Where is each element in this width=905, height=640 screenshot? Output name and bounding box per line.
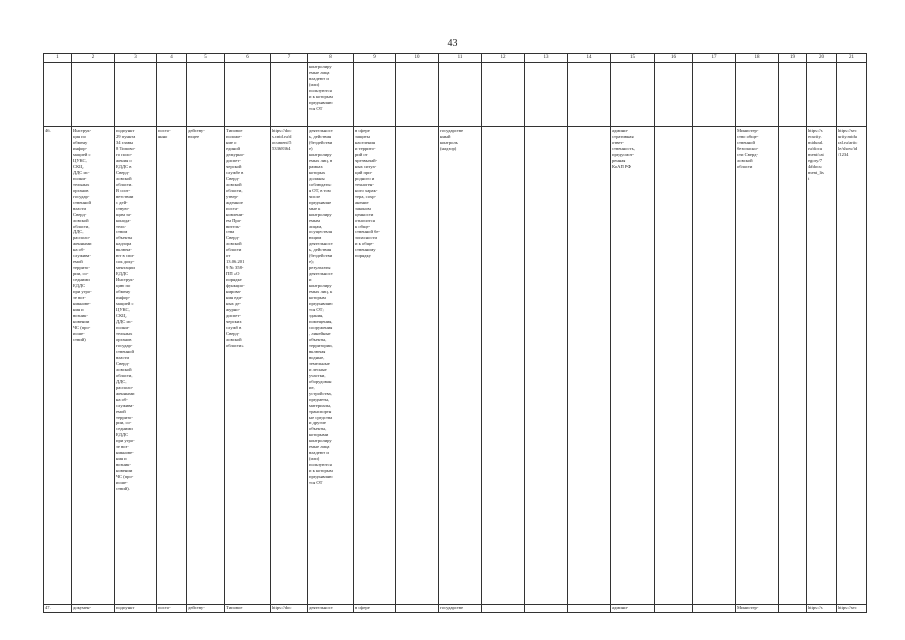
- table-cell: [655, 127, 693, 605]
- table-cell: [44, 63, 72, 127]
- table-cell: докумен-: [72, 605, 115, 613]
- table-cell: Типовое положе- ние о единой дежурно- диспет- черской службе в Сверд- ловской области, утвер- жденное поста- новлени- ем Пра- витель- ства Сверд- ловской области от 13.06.201 9 № 358- ПП «О порядке функцио- нирова- ния еди- ных де- журно- диспет- черских служб в Сверд- ловской области»: [225, 127, 271, 605]
- table-cell: [655, 63, 693, 127]
- table-cell: [396, 605, 439, 613]
- table-cell: [482, 63, 525, 127]
- table-cell: [482, 127, 525, 605]
- table-cell: [354, 63, 396, 127]
- table-cell: [482, 605, 525, 613]
- table-cell: [693, 127, 736, 605]
- column-number: 18: [736, 54, 779, 63]
- table-cell: админи- стративная ответ- ственность, предусмот- ренная КоАП РФ: [611, 127, 655, 605]
- table-cell: [693, 63, 736, 127]
- column-number: 13: [525, 54, 568, 63]
- column-number: 11: [439, 54, 482, 63]
- page-number: 43: [447, 38, 458, 49]
- table-cell: [225, 63, 271, 127]
- column-number: 12: [482, 54, 525, 63]
- table-cell: [396, 63, 439, 127]
- table-row: [44, 63, 867, 127]
- table-cell: [525, 605, 568, 613]
- table-cell: [611, 63, 655, 127]
- table-cell: админи-: [611, 605, 655, 613]
- table-cell: [779, 605, 807, 613]
- table-row: [44, 605, 867, 613]
- table-cell: подпункт: [115, 605, 157, 613]
- table-cell: https://sec urity.midu ral.ru/artic le/show/id /1234: [837, 127, 867, 605]
- table-cell: деятельност: [308, 605, 354, 613]
- column-number: 9: [354, 54, 396, 63]
- column-number: 6: [225, 54, 271, 63]
- column-number: 15: [611, 54, 655, 63]
- table-cell: [187, 63, 225, 127]
- column-number: 19: [779, 54, 807, 63]
- table-cell: в сфере: [354, 605, 396, 613]
- register-table: [43, 53, 867, 613]
- table-cell: [568, 127, 611, 605]
- table-cell: действу-: [187, 605, 225, 613]
- table-cell: [779, 127, 807, 605]
- table-cell: [439, 63, 482, 127]
- table-cell: [115, 63, 157, 127]
- table-cell: Министер- ство обще- ственной безопасно- сти Сверд- ловской области: [736, 127, 779, 605]
- table-cell: [837, 63, 867, 127]
- table-cell: [693, 605, 736, 613]
- table-cell: https://doc: [271, 605, 308, 613]
- column-number: 8: [308, 54, 354, 63]
- table-cell: [525, 127, 568, 605]
- column-number: 7: [271, 54, 308, 63]
- table-cell: 47.: [44, 605, 72, 613]
- table-cell: [568, 605, 611, 613]
- table-cell: https://sec: [837, 605, 867, 613]
- table-cell: [72, 63, 115, 127]
- column-number: 5: [187, 54, 225, 63]
- table-cell: Инструк- ция по обмену инфор- мацией с ЦУКС, СКЦ, ДДС ис- полни- тельных органов государ- ственной власти Сверд- ловской области, ДДС, располо- женными на об- служива- емой террито- рии, со- седними ЕДДС при угро- зе воз- никнове- ния и возник- новении ЧС (про- исше- ствий): [72, 127, 115, 605]
- table-cell: в сфере защиты населения и террито- рий от чрезвычай- ных ситуа- ций при- родного и техноген- ного харак- тера, сохр- анение законом ценности относится к обще- ственной бе- зопасности и к обще- ственному порядку: [354, 127, 396, 605]
- table-cell: посто-: [157, 605, 187, 613]
- table-cell: https://s: [807, 605, 837, 613]
- table-cell: [779, 63, 807, 127]
- table-cell: [157, 63, 187, 127]
- column-number: 4: [157, 54, 187, 63]
- table-cell: https://s ecurity. midural. ru/docu ment/cat egory/7 4#docu ment_lis t: [807, 127, 837, 605]
- column-number: 21: [837, 54, 867, 63]
- table-cell: посто- янно: [157, 127, 187, 605]
- table-cell: [807, 63, 837, 127]
- column-number-row: [44, 54, 867, 63]
- table-cell: действу- ющее: [187, 127, 225, 605]
- table-cell: Министер-: [736, 605, 779, 613]
- table-cell: https://doc s.cntd.ru/d ocument/5 53368364: [271, 127, 308, 605]
- table-cell: [655, 605, 693, 613]
- table-cell: государстве: [439, 605, 482, 613]
- table-cell: государстве нный контроль (надзор): [439, 127, 482, 605]
- column-number: 17: [693, 54, 736, 63]
- table-cell: [525, 63, 568, 127]
- column-number: 2: [72, 54, 115, 63]
- table-cell: деятельност ь, действия (бездействи е) контролиру емых лиц, в рамках которых должны соблюдатьс я ОТ, в том числе предъявляе мые к контролиру емым лицам, осуществля ющим деятельност ь, действия (бездействи е); результаты деятельност и контролиру емых лиц, к которым предъявляю тся ОТ; здания, помещения, сооружения , линейные объекты, территории, включая водные, земельные и лесные участки, оборудован ие, устройства, предметы, материалы, транспортн ые средства и другие объекты, которыми контролиру емые лица владеют и (или) пользуются и к которым предъявляю тся ОТ: [308, 127, 354, 605]
- table-cell: [568, 63, 611, 127]
- column-number: 1: [44, 54, 72, 63]
- column-number: 14: [568, 54, 611, 63]
- table-cell: [271, 63, 308, 127]
- table-cell: Типовое: [225, 605, 271, 613]
- table-cell: [396, 127, 439, 605]
- table-cell: 46.: [44, 127, 72, 605]
- column-number: 16: [655, 54, 693, 63]
- table-cell: подпункт 29 пункта 34 главы 8 Типово- го поло- жения о ЕДДС в Сверд- ловской области. В соот- ветствии с дей- ствую- щим за- конода- тель- ством объекты надзора включа- ют в спи- сок доку- ментации ЕДДС Инструк- цию по обмену инфор- мацией с ЦУКС, СКЦ, ДДС ис- полни- тельных органов государ- ственной власти Сверд- ловской области, ДДС, располо- женными на об- служива- емой террито- рии, со- седними ЕДДС при угро- зе воз- никнове- ния и возник- новении ЧС (про- исше- ствий).: [115, 127, 157, 605]
- table-cell: [736, 63, 779, 127]
- column-number: 10: [396, 54, 439, 63]
- column-number: 20: [807, 54, 837, 63]
- table-cell: контролиру емые лица владеют и (или) пользуются и к которым предъявляю тся ОТ: [308, 63, 354, 127]
- column-number: 3: [115, 54, 157, 63]
- table-row: [44, 127, 867, 605]
